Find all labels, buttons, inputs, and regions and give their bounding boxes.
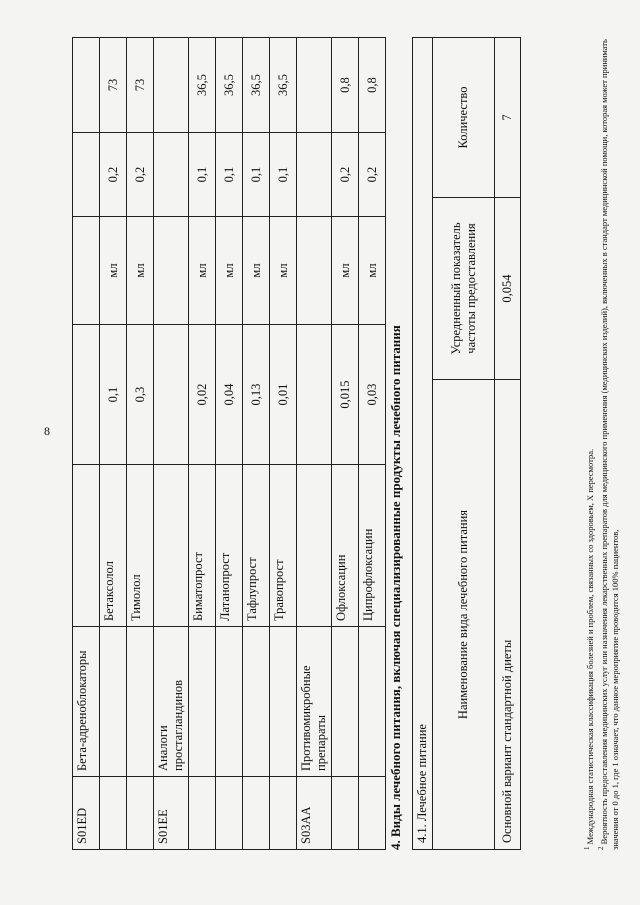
rotated-page-content bbox=[60, 0, 640, 850]
cell-freq: мл bbox=[359, 217, 386, 325]
cell-total bbox=[297, 38, 332, 133]
cell-freq: мл bbox=[127, 217, 154, 325]
cell-total: 36,5 bbox=[189, 38, 216, 133]
cell-dose bbox=[154, 133, 189, 217]
cell-name: Ципрофлоксацин bbox=[359, 465, 386, 627]
diet-name: Основной вариант стандартной диеты bbox=[495, 380, 521, 850]
table-row bbox=[73, 38, 100, 850]
cell-total bbox=[154, 38, 189, 133]
cell-unit: 0,02 bbox=[189, 325, 216, 465]
cell-total: 0,8 bbox=[332, 38, 359, 133]
cell-total: 0,8 bbox=[359, 38, 386, 133]
cell-dose: 0,1 bbox=[189, 133, 216, 217]
footnote-2: $^2$ Вероятность предоставления медицинских услуг или назначения лекарственных препаратов для медицинского применения (медицинских изделий), включенных в стандарт медицинской помощи, которая может принимать значения от 0 до 1, где 1 означает, что данное мероприятие проводится 100% пациентов, bbox=[596, 39, 620, 850]
cell-code: S03AA bbox=[297, 777, 332, 850]
cell-name: Травопрост bbox=[270, 465, 297, 627]
cell-unit: 0,1 bbox=[100, 325, 127, 465]
table-row bbox=[216, 38, 243, 850]
cell-freq: мл bbox=[332, 217, 359, 325]
cell-group: Противомикробные препараты bbox=[297, 627, 332, 777]
cell-name: Тафлупрост bbox=[243, 465, 270, 627]
cell-code bbox=[359, 777, 386, 850]
cell-group bbox=[243, 627, 270, 777]
cell-unit: 0,015 bbox=[332, 325, 359, 465]
col-header-name: Наименование вида лечебного питания bbox=[433, 380, 495, 850]
subsection-title: 4.1. Лечебное питание bbox=[413, 37, 433, 849]
footnote-1: $^1$ Международная статистическая классификация болезней и проблем, связанных со здоровьем, X пересмотра. bbox=[583, 448, 595, 850]
cell-code bbox=[189, 777, 216, 850]
cell-group bbox=[332, 627, 359, 777]
diet-qty: 7 bbox=[495, 37, 521, 197]
table-row bbox=[332, 38, 359, 850]
cell-unit: 0,13 bbox=[243, 325, 270, 465]
cell-group bbox=[100, 627, 127, 777]
cell-name bbox=[73, 465, 100, 627]
cell-name: Латанопрост bbox=[216, 465, 243, 627]
page-number: 8 bbox=[44, 424, 50, 438]
cell-dose: 0,2 bbox=[100, 133, 127, 217]
cell-freq: мл bbox=[216, 217, 243, 325]
cell-group bbox=[270, 627, 297, 777]
table-row bbox=[243, 38, 270, 850]
cell-code: S01EE bbox=[154, 777, 189, 850]
cell-total bbox=[73, 38, 100, 133]
cell-unit: 0,04 bbox=[216, 325, 243, 465]
cell-freq: мл bbox=[270, 217, 297, 325]
table-row bbox=[270, 38, 297, 850]
cell-freq: мл bbox=[100, 217, 127, 325]
cell-total: 73 bbox=[127, 38, 154, 133]
cell-unit: 0,03 bbox=[359, 325, 386, 465]
cell-name bbox=[297, 465, 332, 627]
cell-freq bbox=[297, 217, 332, 325]
cell-dose: 0,2 bbox=[332, 133, 359, 217]
cell-dose: 0,1 bbox=[270, 133, 297, 217]
cell-freq: мл bbox=[189, 217, 216, 325]
cell-freq bbox=[73, 217, 100, 325]
cell-code bbox=[243, 777, 270, 850]
cell-name: Тимолол bbox=[127, 465, 154, 627]
cell-dose bbox=[297, 133, 332, 217]
cell-unit bbox=[73, 325, 100, 465]
cell-group bbox=[189, 627, 216, 777]
cell-unit: 0,3 bbox=[127, 325, 154, 465]
cell-total: 36,5 bbox=[270, 38, 297, 133]
cell-freq bbox=[154, 217, 189, 325]
cell-code bbox=[270, 777, 297, 850]
cell-name: Бетаксолол bbox=[100, 465, 127, 627]
col-header-qty: Количество bbox=[433, 37, 495, 197]
footnotes bbox=[582, 20, 621, 850]
cell-group: Аналоги простагландинов bbox=[154, 627, 189, 777]
cell-group: Бета-адреноблокаторы bbox=[73, 627, 100, 777]
cell-dose: 0,1 bbox=[216, 133, 243, 217]
table-row bbox=[297, 38, 332, 850]
cell-unit: 0,01 bbox=[270, 325, 297, 465]
cell-dose: 0,2 bbox=[127, 133, 154, 217]
cell-dose bbox=[73, 133, 100, 217]
cell-name: Биматопрост bbox=[189, 465, 216, 627]
cell-dose: 0,1 bbox=[243, 133, 270, 217]
cell-code: S01ED bbox=[73, 777, 100, 850]
col-header-freq: Усредненный показатель частоты предоставления bbox=[433, 198, 495, 380]
cell-group bbox=[127, 627, 154, 777]
section-heading: 4. Виды лечебного питания, включая специализированные продукты лечебного питания bbox=[388, 325, 403, 850]
cell-code bbox=[100, 777, 127, 850]
cell-group bbox=[359, 627, 386, 777]
table-row bbox=[154, 38, 189, 850]
cell-total: 36,5 bbox=[216, 38, 243, 133]
table-row bbox=[359, 38, 386, 850]
diet-freq: 0,054 bbox=[495, 198, 521, 380]
nutrition-table bbox=[412, 37, 521, 850]
cell-name bbox=[154, 465, 189, 627]
cell-freq: мл bbox=[243, 217, 270, 325]
cell-total: 73 bbox=[100, 38, 127, 133]
table-row bbox=[127, 38, 154, 850]
drug-table bbox=[72, 37, 386, 850]
cell-code bbox=[332, 777, 359, 850]
table-row bbox=[189, 38, 216, 850]
cell-code bbox=[216, 777, 243, 850]
table-row bbox=[100, 38, 127, 850]
cell-group bbox=[216, 627, 243, 777]
cell-unit bbox=[297, 325, 332, 465]
cell-name: Офлоксацин bbox=[332, 465, 359, 627]
cell-dose: 0,2 bbox=[359, 133, 386, 217]
cell-unit bbox=[154, 325, 189, 465]
cell-total: 36,5 bbox=[243, 38, 270, 133]
cell-code bbox=[127, 777, 154, 850]
